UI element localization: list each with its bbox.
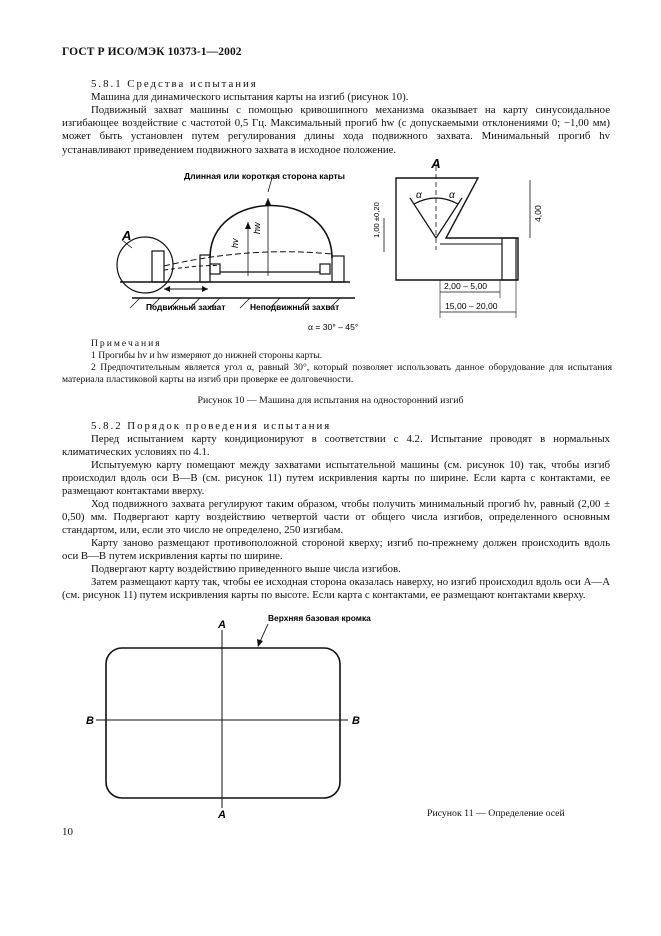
fig10-detail-a-title: A: [431, 156, 441, 171]
standard-header: ГОСТ Р ИСО/МЭК 10373-1—2002: [62, 46, 242, 58]
detail-a-body: [396, 178, 518, 280]
detail-circle: [117, 237, 173, 293]
section-5-8-2-para-1: Перед испытанием карту кондиционируют в соответствии с 4.2. Испытание проводят в нормальных климатических условиях по 4.1.: [62, 433, 610, 459]
section-5-8-2-para-2: Испытуемую карту помещают между захватами испытательной машины (см. рисунок 10) так, чтобы изгиб происходил вдоль оси B—B (см. рисунок 11) путем искривления карты по ширине. Если карта с контактами, ее размещают контактами вверху.: [62, 459, 610, 498]
fig10-dim-2-5: 2,00 – 5,00: [444, 281, 488, 291]
axis-b-right-label: B: [352, 715, 360, 727]
figure-11-diagram: [82, 610, 382, 820]
fig10-caption: Рисунок 10 — Машина для испытания на односторонний изгиб: [197, 395, 464, 406]
page-number: 10: [62, 826, 73, 838]
axis-b-left-label: B: [86, 715, 94, 727]
section-5-8-1-heading: 5.8.1 Средства испытания: [91, 78, 258, 90]
section-5-8-1-para-1: Машина для динамического испытания карты на изгиб (рисунок 10).: [91, 91, 409, 103]
section-5-8-1-para-2: Подвижный захват машины с помощью кривошипного механизма оказывает на карту синусоидальное изгибающее воздействие с частотой 0,5 Гц. Максимальный прогиб hw (с допускаемыми отклонениями 0; −1,00 мм) может быть установлен путем регулирования длины хода подвижного захвата. Минимальный прогиб hv устанавливают приведением подвижного захвата в исходное положение.: [62, 104, 610, 156]
fig10-alpha-left: α: [416, 190, 422, 201]
section-5-8-2-para-6: Затем размещают карту так, чтобы ее исходная сторона оказалась наверху, но изгиб происходил вдоль оси A—A (см. рисунок 11) путем искривления карты по высоте. Если карта с контактами, ее размещают контактами кверху.: [62, 576, 610, 602]
fig10-top-label: Длинная или короткая сторона карты: [184, 171, 345, 181]
fig10-dim-4: 4,00: [533, 205, 543, 222]
section-5-8-2-para-3: Ход подвижного захвата регулируют таким образом, чтобы получить минимальный прогиб hv, равный (2,00 ± 0,50) мм. Подвергают карту воздействию четвертой части от общего числа изгибов, определенного основным стандартом, или, если это число не определено, 250 изгибам.: [62, 498, 610, 537]
fig10-note-1: 1 Прогибы hv и hw измеряют до нижней стороны карты.: [91, 350, 323, 361]
section-5-8-2-para-5: Подвергают карту воздействию приведенного выше числа изгибов.: [91, 563, 401, 575]
card-outline: [106, 648, 340, 798]
section-5-8-2-para-4: Карту заново размещают противоположной стороной кверху; изгиб по-прежнему должен происходить вдоль оси B—B путем искривления карты по ширине.: [62, 537, 610, 563]
fig10-detail-letter: A: [122, 228, 132, 243]
fig10-hv-label: hv: [230, 238, 240, 248]
fig10-dim-thickness: 1,00 ±0,20: [372, 202, 381, 238]
bent-card-arch: [210, 206, 332, 259]
moving-grip-block: [152, 251, 164, 282]
fig10-hw-label: hw: [252, 222, 262, 234]
fig11-caption: Рисунок 11 — Определение осей: [427, 808, 565, 819]
fig10-dim-15-20: 15,00 – 20,00: [445, 301, 498, 311]
grip-right: [332, 256, 344, 282]
fig10-moving-grip-label: Подвижный захват: [146, 302, 226, 312]
fig10-note-2: 2 Предпочтительным является угол α, равный 30°, который позволяет использовать данное оборудование для испытания материала пластиковой карты на изгиб при проверке ее долговечности.: [62, 362, 612, 385]
upper-edge-label: Верхняя базовая кромка: [268, 613, 371, 623]
section-5-8-2-heading: 5.8.2 Порядок проведения испытания: [91, 420, 332, 432]
fig10-notes-title: Примечания: [91, 338, 162, 349]
axis-a-top-label: A: [218, 619, 226, 631]
fig10-fixed-grip-label: Неподвижный захват: [250, 302, 340, 312]
figure-10-diagram: [100, 156, 543, 338]
fig10-alpha-right: α: [449, 190, 455, 201]
fig10-alpha-range: α = 30° – 45°: [308, 322, 359, 332]
axis-a-bottom-label: A: [218, 809, 226, 821]
detail-a-grip: [502, 238, 516, 280]
